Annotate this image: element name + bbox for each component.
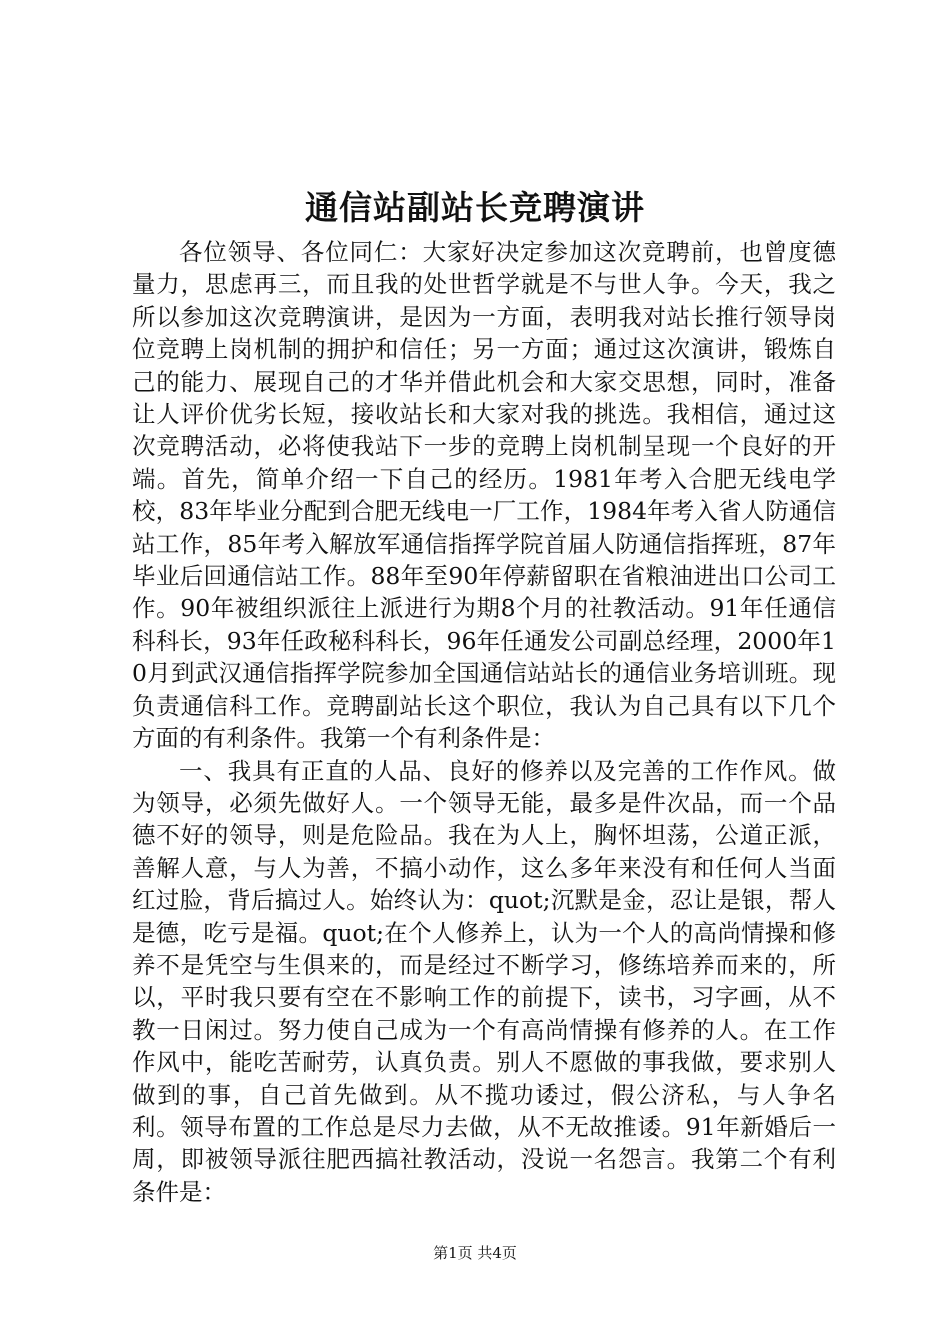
document-title: 通信站副站长竞聘演讲 bbox=[305, 188, 645, 227]
paragraph-first-condition: 一、我具有正直的人品、良好的修养以及完善的工作作风。做为领导，必须先做好人。一个领导无能，最多是件次品，而一个品德不好的领导，则是危险品。我在为人上，胸怀坦荡，公道正派，善解人意，与人为善，不搞小动作，这么多年来没有和任何人当面红过脸，背后搞过人。始终认为：quot;沉默是金，忍让是银，帮人是德，吃亏是福。quot;在个人修养上，认为一个人的高尚情操和修养不是凭空与生俱来的，而是经过不断学习，修练培养而来的，所以，平时我只要有空在不影响工作的前提下，读书，习字画，从不教一日闲过。努力使自己成为一个有高尚情操有修养的人。在工作作风中，能吃苦耐劳，认真负责。别人不愿做的事我做，要求别人做到的事，自己首先做到。从不揽功诿过，假公济私，与人争名利。领导布置的工作总是尽力去做，从不无故推诿。91年新婚后一周，即被领导派往肥西搞社教活动，没说一名怨言。我第二个有利条件是： bbox=[132, 756, 836, 1206]
page-footer: 第1页 共4页 bbox=[433, 1244, 517, 1262]
paragraph-intro: 各位领导、各位同仁：大家好决定参加这次竞聘前，也曾度德量力，思虑再三，而且我的处世哲学就是不与世人争。今天，我之所以参加这次竞聘演讲，是因为一方面，表明我对站长推行领导岗位竞聘上岗机制的拥护和信任；另一方面；通过这次演讲，锻炼自己的能力、展现自己的才华并借此机会和大家交思想，同时，准备让人评价优劣长短，接收站长和大家对我的挑选。我相信，通过这次竞聘活动，必将使我站下一步的竞聘上岗机制呈现一个良好的开端。首先，简单介绍一下自己的经历。1981年考入合肥无线电学校，83年毕业分配到合肥无线电一厂工作，1984年考入省人防通信站工作，85年考入解放军通信指挥学院首届人防通信指挥班，87年毕业后回通信站工作。88年至90年停薪留职在省粮油进出口公司工作。90年被组织派往上派进行为期8个月的社教活动。91年任通信科科长，93年任政秘科科长，96年任通发公司副总经理，2000年10月到武汉通信指挥学院参加全国通信站站长的通信业务培训班。现负责通信科工作。竞聘副站长这个职位，我认为自己具有以下几个方面的有利条件。我第一个有利条件是： bbox=[132, 238, 836, 753]
document-body bbox=[132, 236, 836, 1208]
